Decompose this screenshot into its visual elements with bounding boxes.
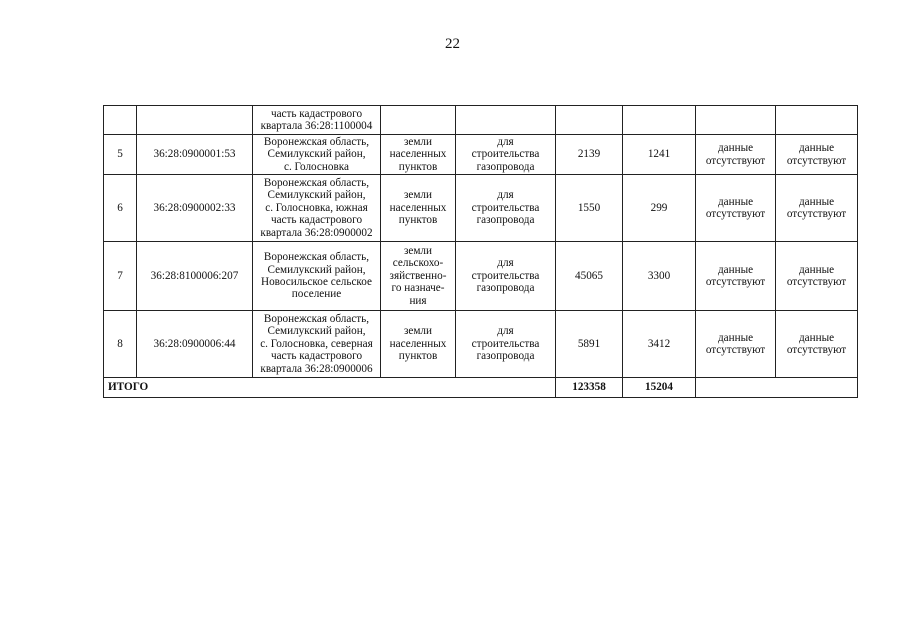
cell-data-absent: данные отсутствуют (696, 175, 776, 242)
cell-location: Воронежская область, Семилукский район, Новосильское сельское поселение (253, 242, 381, 311)
cell-location: часть кадастрового квартала 36:28:1100004 (253, 106, 381, 135)
cell-land-category: земли населенных пунктов (381, 311, 456, 378)
cell-permitted-use: для строительства газопровода (456, 175, 556, 242)
cell-empty (456, 106, 556, 135)
cell-number: 6 (104, 175, 137, 242)
cell-area-part: 299 (623, 175, 696, 242)
cell-empty (556, 106, 623, 135)
page-number: 22 (445, 36, 460, 52)
cell-data-absent: данные отсутствуют (776, 135, 858, 175)
total-area-total: 123358 (556, 378, 623, 398)
cell-data-absent: данные отсутствуют (776, 242, 858, 311)
cell-cadastral-number: 36:28:8100006:207 (137, 242, 253, 311)
land-plots-table (103, 105, 858, 398)
cell-empty (381, 106, 456, 135)
cell-empty (696, 106, 776, 135)
cell-data-absent: данные отсутствуют (696, 242, 776, 311)
cell-data-absent: данные отсутствуют (776, 311, 858, 378)
cell-area-part: 1241 (623, 135, 696, 175)
cell-cadastral-number: 36:28:0900006:44 (137, 311, 253, 378)
table-row (104, 175, 858, 242)
cell-empty (696, 378, 858, 398)
cell-location: Воронежская область, Семилукский район, с. Голосновка, северная часть кадастрового квартала 36:28:0900006 (253, 311, 381, 378)
cell-area-part: 3412 (623, 311, 696, 378)
cell-empty (137, 106, 253, 135)
table-row (104, 311, 858, 378)
cell-empty (623, 106, 696, 135)
cell-area-total: 45065 (556, 242, 623, 311)
cell-number: 5 (104, 135, 137, 175)
cell-area-total: 2139 (556, 135, 623, 175)
total-label: ИТОГО (104, 378, 556, 398)
table-row (104, 242, 858, 311)
cell-land-category: земли сельскохо- зяйственно- го назначе- ния (381, 242, 456, 311)
cell-data-absent: данные отсутствуют (696, 135, 776, 175)
cell-area-part: 3300 (623, 242, 696, 311)
cell-data-absent: данные отсутствуют (696, 311, 776, 378)
table-row (104, 135, 858, 175)
table-row-total (104, 378, 858, 398)
cell-data-absent: данные отсутствуют (776, 175, 858, 242)
cell-land-category: земли населенных пунктов (381, 175, 456, 242)
cell-empty (104, 106, 137, 135)
total-area-part: 15204 (623, 378, 696, 398)
cell-permitted-use: для строительства газопровода (456, 242, 556, 311)
table-row-continuation (104, 106, 858, 135)
cell-cadastral-number: 36:28:0900002:33 (137, 175, 253, 242)
cell-location: Воронежская область, Семилукский район, с. Голосновка (253, 135, 381, 175)
cell-area-total: 5891 (556, 311, 623, 378)
cell-permitted-use: для строительства газопровода (456, 311, 556, 378)
cell-number: 8 (104, 311, 137, 378)
cell-area-total: 1550 (556, 175, 623, 242)
cell-land-category: земли населенных пунктов (381, 135, 456, 175)
cell-empty (776, 106, 858, 135)
cell-cadastral-number: 36:28:0900001:53 (137, 135, 253, 175)
cell-location: Воронежская область, Семилукский район, с. Голосновка, южная часть кадастрового квартала 36:28:0900002 (253, 175, 381, 242)
cell-number: 7 (104, 242, 137, 311)
cell-permitted-use: для строительства газопровода (456, 135, 556, 175)
